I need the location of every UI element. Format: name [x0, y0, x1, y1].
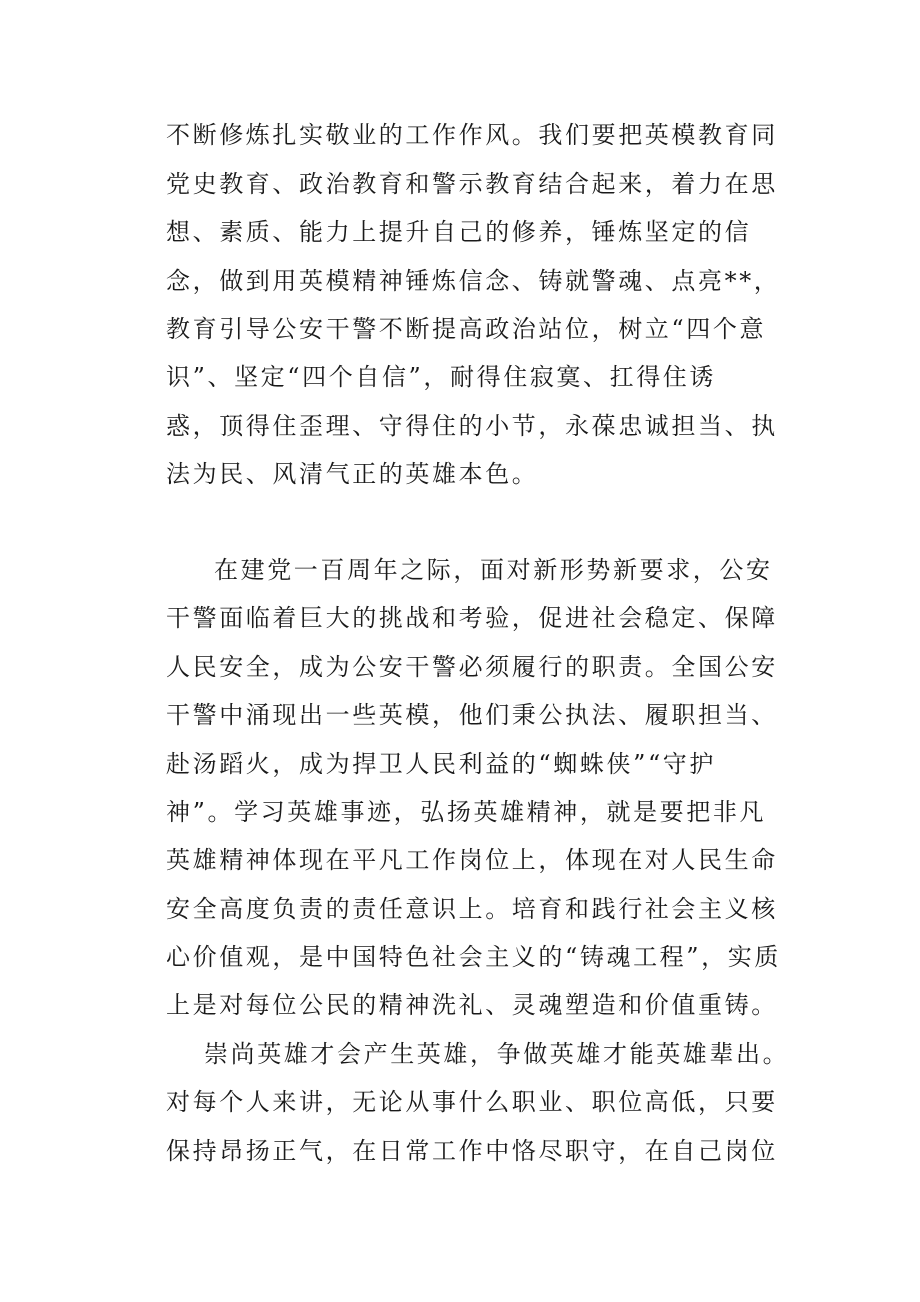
text-line: 法为民、风清气正的英雄本色。 [166, 460, 539, 488]
text-line: 干警中涌现出一些英模，他们秉公执法、履职担当、 [166, 701, 778, 729]
text-line: 心价值观，是中国特色社会主义的“铸魂工程”，实质 [166, 943, 781, 971]
text-line: 念，做到用英模精神锤炼信念、铸就警魂、点亮**， [166, 267, 781, 295]
text-line: 教育引导公安干警不断提高政治站位，树立“四个意 [166, 315, 767, 343]
text-line: 想、素质、能力上提升自己的修养，锤炼坚定的信 [166, 218, 752, 246]
text-line: 安全高度负责的责任意识上。培育和践行社会主义核 [166, 895, 778, 923]
text-line: 识”、坚定“四个自信”，耐得住寂寞、扛得住诱 [166, 363, 717, 391]
text-line: 神”。学习英雄事迹，弘扬英雄精神，就是要把非凡 [166, 798, 767, 826]
text-line: 赴汤蹈火，成为捍卫人民利益的“蜘蛛侠”“守护 [166, 750, 717, 778]
text-line: 人民安全，成为公安干警必须履行的职责。全国公安 [166, 653, 778, 681]
text-line: 在建党一百周年之际，面对新形势新要求，公安 [214, 556, 773, 584]
text-line: 惑，顶得住歪理、守得住的小节，永葆忠诚担当、执 [166, 412, 778, 440]
text-line: 干警面临着巨大的挑战和考验，促进社会稳定、保障 [166, 604, 778, 632]
text-line: 对每个人来讲，无论从事什么职业、职位高低，只要 [166, 1088, 778, 1116]
text-line: 不断修炼扎实敬业的工作作风。我们要把英模教育同 [166, 121, 778, 149]
text-line: 保持昂扬正气，在日常工作中恪尽职守，在自己岗位 [166, 1137, 778, 1165]
text-line: 党史教育、政治教育和警示教育结合起来，着力在思 [166, 170, 778, 198]
text-line: 崇尚英雄才会产生英雄，争做英雄才能英雄辈出。 [204, 1040, 790, 1068]
text-line: 上是对每位公民的精神洗礼、灵魂塑造和价值重铸。 [166, 991, 778, 1019]
text-line: 英雄精神体现在平凡工作岗位上，体现在对人民生命 [166, 846, 778, 874]
